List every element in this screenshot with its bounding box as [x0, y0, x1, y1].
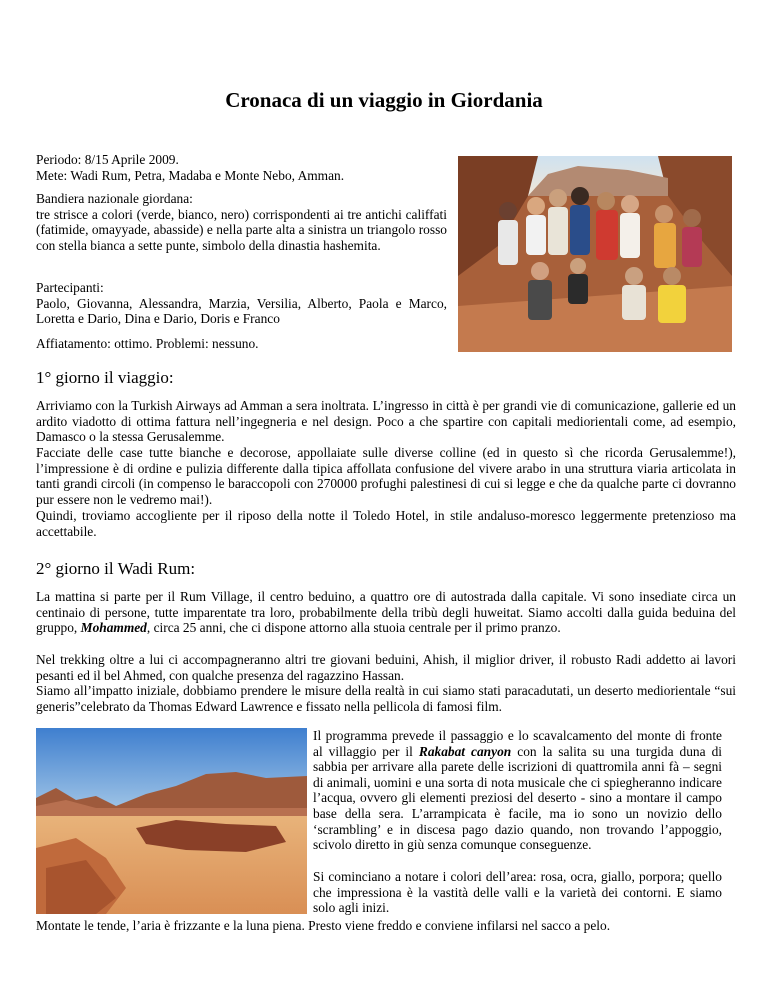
- group-photo-image: [458, 156, 732, 352]
- day2-paragraph-2: Nel trekking oltre a lui ci accompagneranno altri tre giovani beduini, Ahish, il miglior driver, il robusto Radi addetto ai lavori pesanti ed il bel Ahmed, con qualche presenza del ragazzino Hassan.: [36, 652, 736, 683]
- day2-p4-a: Il programma prevede il passaggio e lo scavalcamento del monte di fronte al villaggio per il: [313, 728, 722, 759]
- document-title: Cronaca di un viaggio in Giordania: [225, 88, 543, 112]
- canyon-name: Rakabat canyon: [418, 743, 512, 759]
- day2-heading: 2° giorno il Wadi Rum:: [36, 559, 196, 578]
- affiatamento: Affiatamento: ottimo. Problemi: nessuno.: [36, 336, 259, 351]
- day2-paragraph-1: [36, 589, 736, 636]
- day1-heading: 1° giorno il viaggio:: [36, 368, 174, 387]
- day2-p4-b: con la salita su una turgida duna di sabbia per arrivare alla parete delle iscrizioni di quattromila anni fà – segni di animali, uomini e una sorta di nota musicale che ci spiegheranno indicare l’acqua, ovvero gli elementi preziosi del deserto - sino a montare il campo base della sera. L’arrampicata è facile, ma io sono un novizio dello ‘scrambling’ e in discesa pago dazio quando, non trovando l’appoggio, scivolo diretto in giù senza comunque conseguenze.: [313, 743, 722, 853]
- bandiera-title: Bandiera nazionale giordana:: [36, 191, 193, 206]
- day2-paragraph-5: Si cominciano a notare i colori dell’area: rosa, ocra, giallo, porpora; quello che impressiona è la vastità delle valli e la varietà dei contorni. E siamo solo agli inizi.: [313, 869, 722, 916]
- day2-paragraph-3: Siamo all’impatto iniziale, dobbiamo prendere le misure della realtà in cui siamo stati paracadutati, un deserto mediorientale “sui generis”celebrato da Thomas Edward Lawrence e fissato nella pellicola di famosi film.: [36, 683, 736, 714]
- mete-text: Mete: Wadi Rum, Petra, Madaba e Monte Nebo, Amman.: [36, 167, 345, 183]
- day2-paragraph-4: [313, 728, 722, 853]
- desert-photo-image: [36, 728, 307, 914]
- periodo: [36, 152, 447, 183]
- desert-photo: [36, 728, 307, 914]
- guide-name: Mohammed: [80, 620, 147, 636]
- periodo-text: Periodo: 8/15 Aprile 2009.: [36, 152, 179, 167]
- day1-paragraph-3: Quindi, troviamo accogliente per il riposo della notte il Toledo Hotel, in stile andaluso-moresco leggermente pretenzioso ma accettabile.: [36, 508, 736, 539]
- bandiera-paragraph: [36, 191, 447, 253]
- partecipanti-text: Paolo, Giovanna, Alessandra, Marzia, Versilia, Alberto, Paola e Marco, Loretta e Dario, Dina e Dario, Doris e Franco: [36, 295, 447, 327]
- partecipanti-paragraph: [36, 280, 447, 327]
- partecipanti-title: Partecipanti:: [36, 280, 104, 295]
- day1-paragraph-1: Arriviamo con la Turkish Airways ad Amman a sera inoltrata. L’ingresso in città è per grandi vie di comunicazione, gallerie ed un ardito viadotto di ottima fattura nell’ingegneria e nel design. Poco a che spartire con capitali mediorientali come, ad esempio, Damasco o la stessa Gerusalemme.: [36, 398, 736, 445]
- day2-paragraph-6: Montate le tende, l’aria è frizzante e la luna piena. Presto viene freddo e conviene infilarsi nel sacco a pelo.: [36, 918, 611, 933]
- bandiera-text: tre strisce a colori (verde, bianco, nero) corrispondenti ai tre antichi califfati (fatimide, omayyade, abasside) e nella parte alta a sinistra un triangolo rosso con stella bianca a sette punte, simbolo della dinastia hashemita.: [36, 206, 447, 253]
- group-photo: [458, 156, 732, 352]
- day1-paragraph-2: Facciate delle case tutte bianche e decorose, appollaiate sulle diverse colline (ed in questo sì che ricorda Gerusalemme!), l’impressione è di ordine e pulizia differente dalla tipica affollata confusione del vivere arabo in una struttura viaria articolata in tanti grandi circoli (in compenso le baraccopoli con 270000 profughi palestinesi di cui si legge e che da qualche parte ci dovranno pur essere non le vedremo mai!).: [36, 445, 736, 507]
- day2-p1-text: La mattina si parte per il Rum Village, il centro beduino, a quattro ore di autostrada dalla capitale. Vi sono insediate circa un centinaio di persone, tutte imparentate tra loro, probabilmente della tribù degli huweitat. Siamo accolti dalla guida beduina del gruppo,: [36, 589, 736, 636]
- day2-p1-end: , circa 25 anni, che ci dispone attorno alla stuoia centrale per il primo pranzo.: [146, 620, 561, 636]
